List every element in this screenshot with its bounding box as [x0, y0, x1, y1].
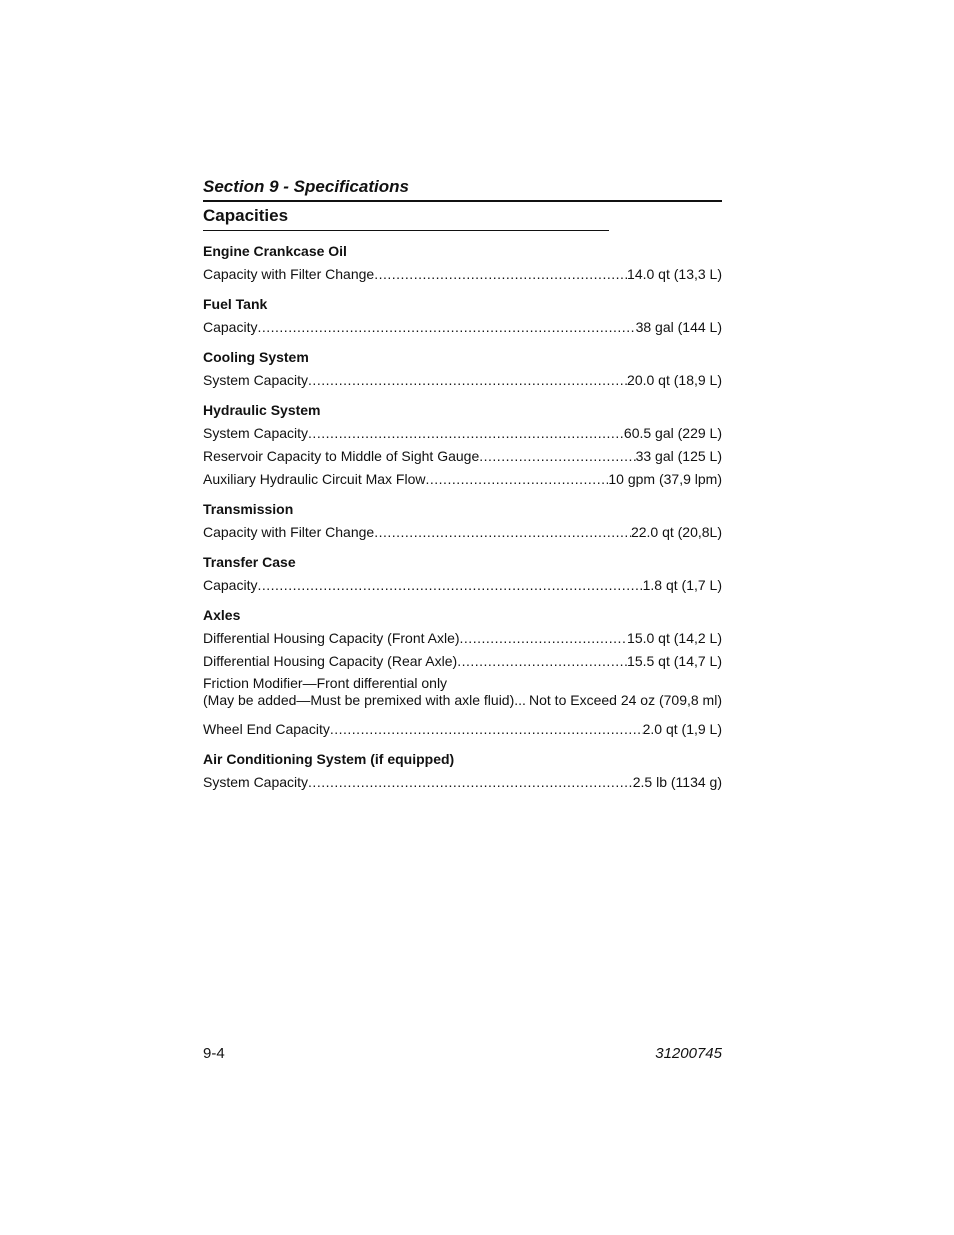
- group-axles: [203, 606, 722, 738]
- group-fuel-tank: [203, 295, 722, 336]
- spec-row: [203, 773, 722, 791]
- spec-label: (May be added—Must be premixed with axle fluid)...: [203, 692, 526, 708]
- capacities-list: [203, 242, 722, 791]
- spec-row: [203, 523, 722, 541]
- dot-leader: [257, 318, 635, 336]
- dot-leader: [308, 773, 633, 791]
- spec-label: System Capacity: [203, 425, 309, 441]
- spec-row: [203, 447, 722, 465]
- group-transfer-case: [203, 553, 722, 594]
- group-transmission: [203, 500, 722, 541]
- spec-label: Capacity with Filter Change: [203, 266, 375, 282]
- page-number: 9-4: [203, 1045, 225, 1062]
- spec-row: [203, 720, 722, 738]
- group-title: Axles: [203, 607, 241, 623]
- friction-modifier-note: Friction Modifier—Front differential only: [203, 675, 448, 691]
- spec-value: 1.8 qt (1,7 L): [642, 577, 722, 593]
- spec-value: 2.0 qt (1,9 L): [642, 721, 722, 737]
- spec-row: [203, 652, 722, 670]
- dot-leader: [374, 523, 631, 541]
- spec-row: [203, 576, 722, 594]
- spec-label: Differential Housing Capacity (Rear Axle): [203, 653, 458, 669]
- spec-row: [203, 424, 722, 442]
- spec-row: [203, 371, 722, 389]
- dot-leader: [257, 576, 642, 594]
- spec-value: 2.5 lb (1134 g): [632, 774, 722, 790]
- spec-row: [203, 265, 722, 283]
- group-engine-crankcase-oil: [203, 242, 722, 283]
- spec-label: Capacity with Filter Change: [203, 524, 375, 540]
- spec-value: 14.0 qt (13,3 L): [627, 266, 722, 282]
- spec-label: Auxiliary Hydraulic Circuit Max Flow: [203, 471, 426, 487]
- document-number: 31200745: [655, 1045, 722, 1062]
- dot-leader: [308, 371, 627, 389]
- group-title: Cooling System: [203, 349, 309, 365]
- spec-row: [203, 318, 722, 336]
- dot-leader: [460, 629, 628, 647]
- dot-leader: [308, 424, 624, 442]
- group-title: Transfer Case: [203, 554, 296, 570]
- group-title: Engine Crankcase Oil: [203, 243, 347, 259]
- spec-value: 22.0 qt (20,8L): [630, 524, 722, 540]
- spec-value: Not to Exceed 24 oz (709,8 ml): [529, 692, 722, 708]
- group-air-conditioning-system: [203, 750, 722, 791]
- spec-value: 15.0 qt (14,2 L): [627, 630, 722, 646]
- dot-leader: [479, 447, 635, 465]
- group-cooling-system: [203, 348, 722, 389]
- group-hydraulic-system: [203, 401, 722, 488]
- spec-value: 10 gpm (37,9 lpm): [608, 471, 722, 487]
- spec-row: [203, 470, 722, 488]
- dot-leader: [426, 470, 609, 488]
- section-title: Section 9 - Specifications: [203, 176, 722, 202]
- spec-value: 15.5 qt (14,7 L): [627, 653, 722, 669]
- spec-label: Capacity: [203, 577, 258, 593]
- spec-label: Differential Housing Capacity (Front Axle): [203, 630, 460, 646]
- spec-value: 60.5 gal (229 L): [623, 425, 722, 441]
- group-title: Fuel Tank: [203, 296, 268, 312]
- group-title: Hydraulic System: [203, 402, 321, 418]
- dot-leader: [330, 720, 643, 738]
- spec-value: 38 gal (144 L): [635, 319, 722, 335]
- spec-value: 33 gal (125 L): [635, 448, 722, 464]
- dot-leader: [374, 265, 627, 283]
- spec-label: Reservoir Capacity to Middle of Sight Gauge: [203, 448, 480, 464]
- spec-row: [203, 629, 722, 647]
- friction-modifier-limit: [203, 692, 722, 709]
- spec-label: System Capacity: [203, 774, 309, 790]
- group-title: Transmission: [203, 501, 294, 517]
- page-title: Capacities: [203, 205, 609, 231]
- spec-label: System Capacity: [203, 372, 309, 388]
- spec-label: Capacity: [203, 319, 258, 335]
- spec-value: 20.0 qt (18,9 L): [627, 372, 722, 388]
- dot-leader: [457, 652, 627, 670]
- spec-label: Wheel End Capacity: [203, 721, 330, 737]
- group-title: Air Conditioning System (if equipped): [203, 751, 455, 767]
